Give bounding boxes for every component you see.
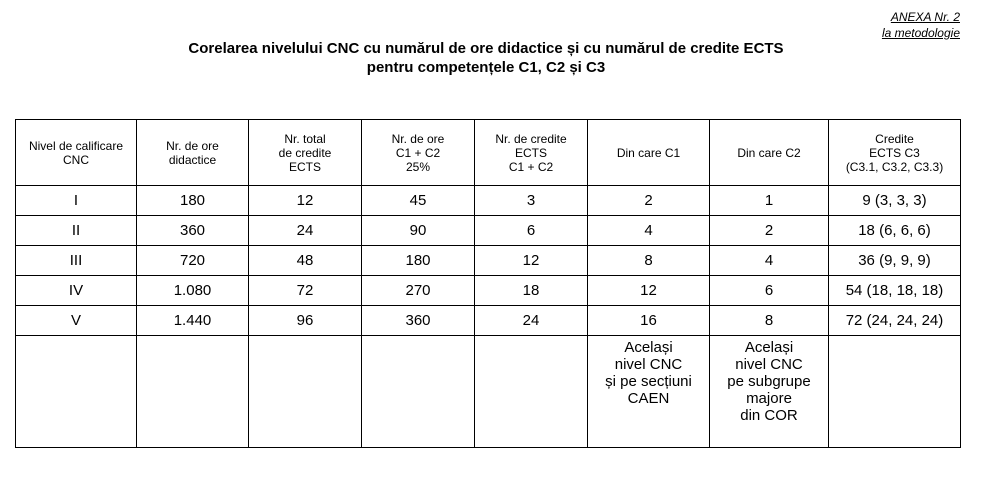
cell-total-credits: 96 xyxy=(249,306,362,336)
title-line-1: Corelarea nivelului CNC cu numărul de ore didactice și cu numărul de credite ECTS xyxy=(188,40,784,57)
cell-empty xyxy=(137,336,249,448)
page-title xyxy=(0,39,972,77)
cell-hours: 180 xyxy=(137,186,249,216)
cell-hours: 360 xyxy=(137,216,249,246)
cell-c3: 36 (9, 9, 9) xyxy=(829,246,961,276)
cell-total-credits: 12 xyxy=(249,186,362,216)
cell-credits-c1-c2: 3 xyxy=(475,186,588,216)
table-row xyxy=(16,246,961,276)
cell-empty xyxy=(249,336,362,448)
title-line-2: pentru competențele C1, C2 și C3 xyxy=(366,59,606,76)
cell-credits-c1-c2: 6 xyxy=(475,216,588,246)
header-credits-c1-c2: Nr. de credite ECTS C1 + C2 xyxy=(475,120,588,186)
cell-level: II xyxy=(16,216,137,246)
header-level: Nivel de calificare CNC xyxy=(16,120,137,186)
header-hours: Nr. de ore didactice xyxy=(137,120,249,186)
header-total-credits: Nr. total de credite ECTS xyxy=(249,120,362,186)
annex-number: ANEXA Nr. 2 xyxy=(890,10,960,24)
cell-hours-c1-c2: 270 xyxy=(362,276,475,306)
cell-hours-c1-c2: 90 xyxy=(362,216,475,246)
cell-c3: 72 (24, 24, 24) xyxy=(829,306,961,336)
cell-credits-c1-c2: 18 xyxy=(475,276,588,306)
header-hours-c1-c2: Nr. de ore C1 + C2 25% xyxy=(362,120,475,186)
table-row xyxy=(16,306,961,336)
note-c1: Același nivel CNC și pe secțiuni CAEN xyxy=(588,336,710,448)
cell-hours: 1.080 xyxy=(137,276,249,306)
cell-level: IV xyxy=(16,276,137,306)
table-row xyxy=(16,186,961,216)
cell-hours: 1.440 xyxy=(137,306,249,336)
cell-hours: 720 xyxy=(137,246,249,276)
cell-c1: 16 xyxy=(588,306,710,336)
cell-c1: 12 xyxy=(588,276,710,306)
cell-total-credits: 72 xyxy=(249,276,362,306)
cell-c2: 4 xyxy=(710,246,829,276)
header-c2: Din care C2 xyxy=(710,120,829,186)
cell-total-credits: 24 xyxy=(249,216,362,246)
header-c3: Credite ECTS C3 (C3.1, C3.2, C3.3) xyxy=(829,120,961,186)
cell-c2: 8 xyxy=(710,306,829,336)
cell-c1: 4 xyxy=(588,216,710,246)
cell-c1: 2 xyxy=(588,186,710,216)
cell-empty xyxy=(829,336,961,448)
cell-hours-c1-c2: 45 xyxy=(362,186,475,216)
cell-c1: 8 xyxy=(588,246,710,276)
cell-level: III xyxy=(16,246,137,276)
table-row xyxy=(16,216,961,246)
annex-reference: la metodologie xyxy=(881,26,960,40)
cell-c3: 18 (6, 6, 6) xyxy=(829,216,961,246)
cell-c2: 2 xyxy=(710,216,829,246)
cell-c3: 54 (18, 18, 18) xyxy=(829,276,961,306)
cell-empty xyxy=(475,336,588,448)
cell-hours-c1-c2: 360 xyxy=(362,306,475,336)
table-row xyxy=(16,276,961,306)
cell-level: V xyxy=(16,306,137,336)
cell-c2: 1 xyxy=(710,186,829,216)
cell-total-credits: 48 xyxy=(249,246,362,276)
cell-c3: 9 (3, 3, 3) xyxy=(829,186,961,216)
cell-credits-c1-c2: 24 xyxy=(475,306,588,336)
cell-c2: 6 xyxy=(710,276,829,306)
cell-empty xyxy=(16,336,137,448)
cell-credits-c1-c2: 12 xyxy=(475,246,588,276)
cell-level: I xyxy=(16,186,137,216)
header-c1: Din care C1 xyxy=(588,120,710,186)
annex-label xyxy=(882,9,960,41)
credits-table xyxy=(15,119,961,448)
table-notes-row xyxy=(16,336,961,448)
note-c2: Același nivel CNC pe subgrupe majore din COR xyxy=(710,336,829,448)
cell-empty xyxy=(362,336,475,448)
table-header-row xyxy=(16,120,961,186)
cell-hours-c1-c2: 180 xyxy=(362,246,475,276)
